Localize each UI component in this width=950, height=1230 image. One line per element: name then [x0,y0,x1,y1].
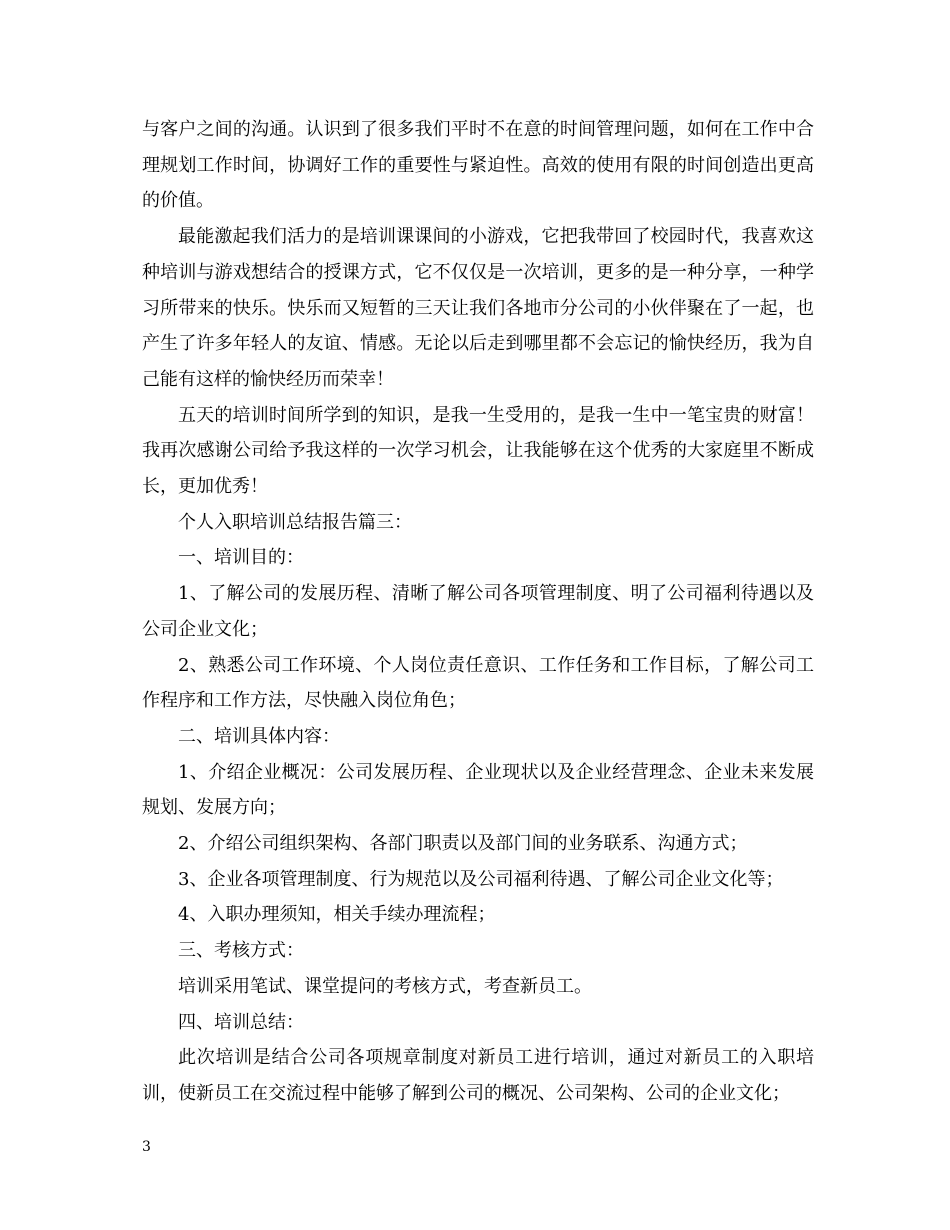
section-heading: 三、考核方式： [178,940,304,962]
document-body [142,112,814,1112]
section-heading: 一、培训目的： [178,547,304,569]
list-item: 4、入职办理须知，相关手续办理流程； [178,904,496,926]
paragraph: 与客户之间的沟通。认识到了很多我们平时不在意的时间管理问题，如何在工作中合理规划工作时间，协调好工作的重要性与紧迫性。高效的使用有限的时间创造出更高的价值。 [142,119,814,212]
list-item: 3、企业各项管理制度、行为规范以及公司福利待遇、了解公司企业文化等； [178,868,784,890]
list-item: 2、介绍公司组织架构、各部门职责以及部门间的业务联系、沟通方式； [178,833,748,855]
paragraph: 培训采用笔试、课堂提问的考核方式，考查新员工。 [178,975,592,997]
section-heading: 四、培训总结： [178,1011,304,1033]
section-heading: 个人入职培训总结报告篇三： [178,511,412,533]
list-item: 2、熟悉公司工作环境、个人岗位责任意识、工作任务和工作目标，了解公司工作程序和工作方法，尽快融入岗位角色； [142,654,814,712]
paragraph: 最能激起我们活力的是培训课课间的小游戏，它把我带回了校园时代，我喜欢这种培训与游戏想结合的授课方式，它不仅仅是一次培训，更多的是一种分享，一种学习所带来的快乐。快乐而又短暂的三天让我们各地市分公司的小伙伴聚在了一起，也产生了许多年轻人的友谊、情感。无论以后走到哪里都不会忘记的愉快经历，我为自己能有这样的愉快经历而荣幸！ [142,226,814,390]
list-item: 1、了解公司的发展历程、清晰了解公司各项管理制度、明了公司福利待遇以及公司企业文化； [142,583,814,640]
page-number: 3 [142,1139,151,1155]
paragraph: 此次培训是结合公司各项规章制度对新员工进行培训，通过对新员工的入职培训，使新员工在交流过程中能够了解到公司的概况、公司架构、公司的企业文化； [142,1047,814,1104]
list-item: 1、介绍企业概况：公司发展历程、企业现状以及企业经营理念、企业未来发展规划、发展方向； [142,761,814,819]
paragraph: 五天的培训时间所学到的知识，是我一生受用的，是我一生中一笔宝贵的财富！我再次感谢公司给予我这样的一次学习机会，让我能够在这个优秀的大家庭里不断成长，更加优秀！ [142,404,814,498]
section-heading: 二、培训具体内容： [178,725,340,747]
